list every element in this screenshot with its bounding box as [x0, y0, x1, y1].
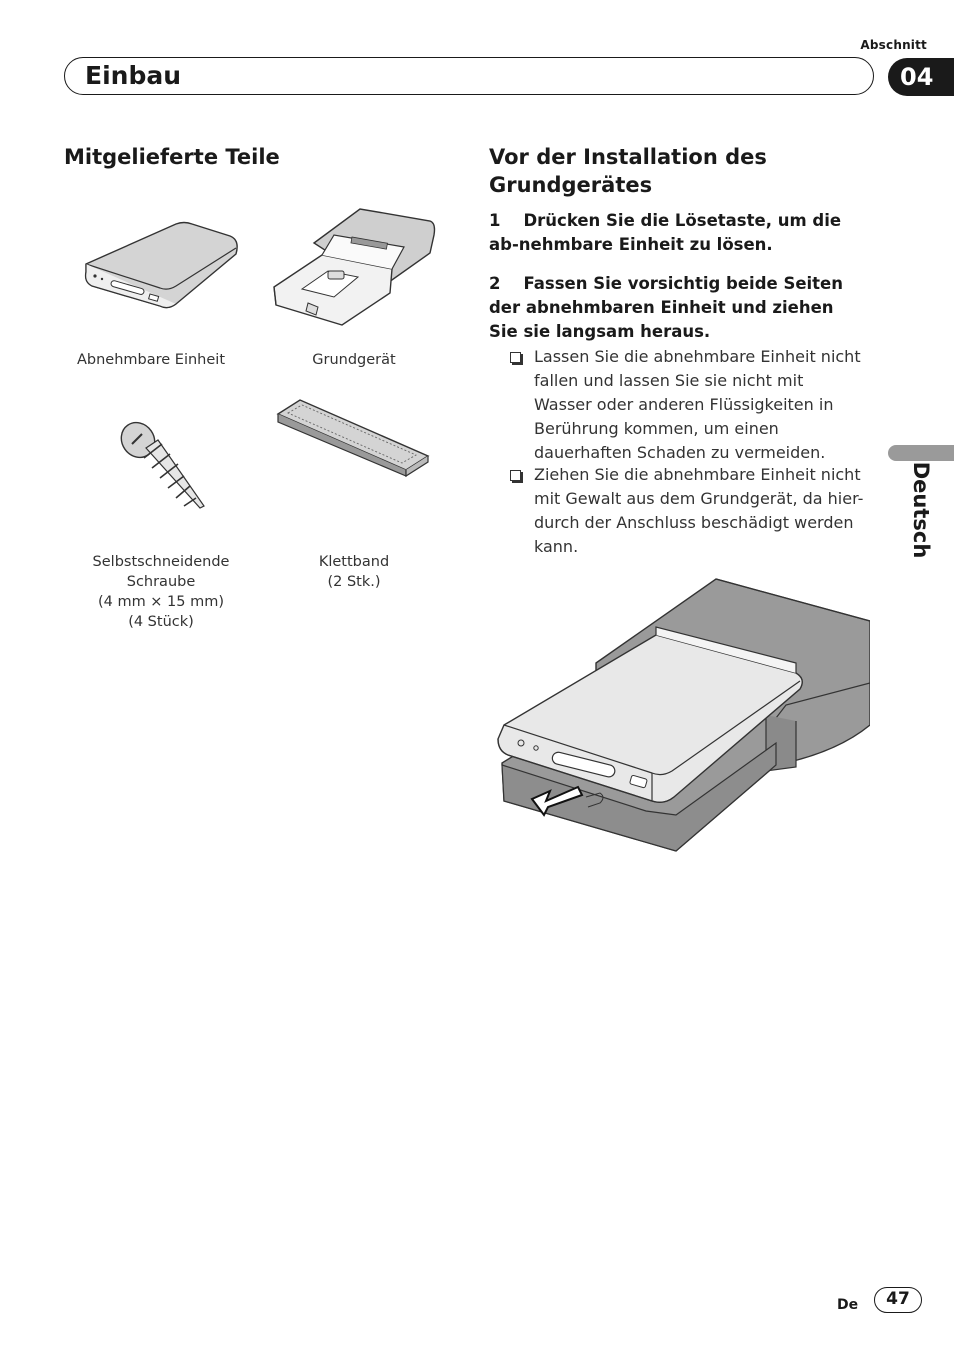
- section-number-badge: 04: [888, 58, 954, 96]
- step-2: 2 Fassen Sie vorsichtig beide Seiten der abnehmbaren Einheit und ziehen Sie sie langsam heraus.: [489, 274, 843, 341]
- parts-heading: Mitgelieferte Teile: [64, 145, 280, 169]
- page-number: 47: [874, 1287, 922, 1313]
- detachable-unit-image: [80, 218, 242, 314]
- caption-screw: Selbstschneidende Schraube (4 mm × 15 mm) (4 Stück): [92, 554, 230, 630]
- note-item: Ziehen Sie die abnehmbare Einheit nicht mit Gewalt aus dem Grundgerät, da hier-durch der Anschluss beschädigt werden kann.: [510, 463, 865, 559]
- language-code: De: [837, 1297, 859, 1313]
- caption-base-unit: Grundgerät: [312, 352, 396, 368]
- checkbox-bullet-icon: [510, 470, 521, 481]
- caption-detachable-unit: Abnehmbare Einheit: [76, 352, 226, 368]
- removal-illustration: [496, 575, 870, 855]
- step-1: 1 Drücken Sie die Lösetaste, um die ab-nehmbare Einheit zu lösen.: [489, 211, 842, 254]
- note-item: Lassen Sie die abnehmbare Einheit nicht fallen und lassen Sie sie nicht mit Wasser oder anderen Flüssigkeiten in Berührung kommen, um einen dauerhaften Schaden zu vermeiden.: [510, 345, 865, 465]
- section-label: Abschnitt: [860, 38, 927, 52]
- caption-velcro: Klettband (2 Stk.): [318, 554, 390, 590]
- language-tab-bar: [888, 445, 954, 461]
- install-heading: Vor der Installation des Grundgerätes: [489, 145, 767, 197]
- title-bar: [64, 57, 874, 95]
- screw-image: [118, 418, 210, 514]
- page-title: Einbau: [85, 61, 182, 90]
- base-unit-image: [272, 207, 438, 327]
- velcro-tape-image: [276, 398, 432, 478]
- language-tab: Deutsch: [909, 461, 933, 559]
- checkbox-bullet-icon: [510, 352, 521, 363]
